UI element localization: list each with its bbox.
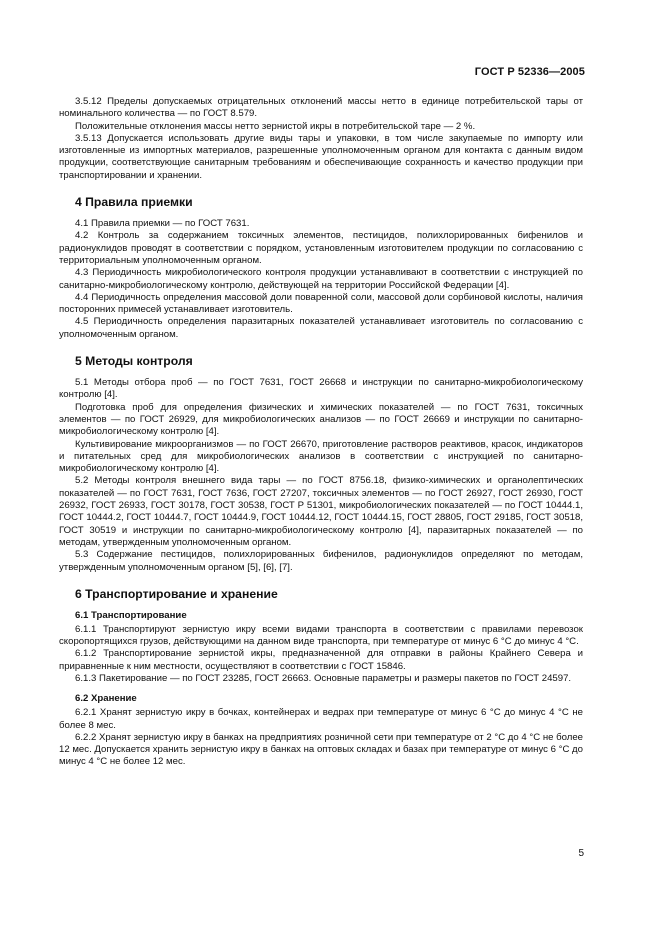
paragraph-6-1-3: 6.1.3 Пакетирование — по ГОСТ 23285, ГОСТ 26663. Основные параметры и размеры пакетов по ГОСТ 24597. — [75, 672, 572, 684]
paragraph-cultivation: Культивирование микроорганизмов — по ГОСТ 26670, приготовление растворов реактивов, красок, индикаторов и питательных сред для микробиологических анализов в соответствии с инструкцией по санитарно-микробиологическому контролю [4]. — [59, 438, 583, 475]
paragraph-positive-deviation: Положительные отклонения массы нетто зернистой икры в потребительской таре — 2 %. — [75, 120, 476, 132]
section-4-heading: 4 Правила приемки — [75, 195, 193, 210]
paragraph-sample-preparation: Подготовка проб для определения физических и химических показателей — по ГОСТ 7631, токсичных элементов — по ГОСТ 26929, для микробиологических анализов — по ГОСТ 26669 и инструкции по санитарно-микробиологическому контролю [4]. — [59, 401, 583, 438]
paragraph-6-1-1: 6.1.1 Транспортируют зернистую икру всеми видами транспорта в соответствии с правилами перевозок скоропортящихся грузов, действующими на данном виде транспорта, при температуре от минус 6 °С до минус 4 °С. — [59, 623, 583, 648]
paragraph-5-3: 5.3 Содержание пестицидов, полихлорированных бифенилов, радионуклидов определяют по методам, утвержденным уполномоченным органом [5], [6], [7]. — [59, 549, 583, 573]
paragraph-5-2: 5.2 Методы контроля внешнего вида тары — по ГОСТ 8756.18, физико-химических и органолептических показателей — по ГОСТ 7631, ГОСТ 7636, ГОСТ 27207, токсичных элементов — по ГОСТ 26927, ГОСТ 26930, ГОСТ 26932, ГОСТ 26933, ГОСТ 30178, ГОСТ 30538, ГОСТ Р 51301, микробиологических показателей — по ГОСТ 10444.1, ГОСТ 10444.2, ГОСТ 10444.7, ГОСТ 10444.9, ГОСТ 10444.12, ГОСТ 10444.15, ГОСТ 28805, ГОСТ 29185, ГОСТ 30518, ГОСТ 30519 и инструкции по санитарно-микробиологическому контролю [4], паразитарных показателей — по методам, утвержденным уполномоченным органом. — [59, 475, 583, 548]
paragraph-4-1: 4.1 Правила приемки — по ГОСТ 7631. — [75, 218, 250, 230]
paragraph-6-1-2: 6.1.2 Транспортирование зернистой икры, предназначенной для отправки в районы Крайнего Севера и приравненные к ним местности, осуществляют в соответствии с ГОСТ 15846. — [59, 648, 583, 672]
subsection-6-1-heading: 6.1 Транспортирование — [75, 609, 187, 621]
subsection-6-2-heading: 6.2 Хранение — [75, 693, 137, 705]
paragraph-4-2: 4.2 Контроль за содержанием токсичных элементов, пестицидов, полихлорированных бифенилов и радионуклидов проводят в соответствии с порядком, установленным изготовителем продукции по согласованию с территориальным уполномоченным органом. — [59, 230, 583, 266]
paragraph-4-5: 4.5 Периодичность определения паразитарных показателей устанавливает изготовитель по согласованию с уполномоченным органом. — [59, 316, 583, 340]
page-number: 5 — [578, 848, 584, 859]
paragraph-3-5-12: 3.5.12 Пределы допускаемых отрицательных отклонений массы нетто в единице потребительской тары от номинального количества — по ГОСТ 8.579. — [59, 96, 583, 120]
section-5-heading: 5 Методы контроля — [75, 354, 193, 369]
paragraph-4-3: 4.3 Периодичность микробиологического контроля продукции устанавливают в соответствии с инструкцией по санитарно-микробиологическому контролю, действующей на территории Российской Федерации [4]. — [59, 267, 583, 291]
paragraph-3-5-13: 3.5.13 Допускается использовать другие виды тары и упаковки, в том числе закупаемые по импорту или изготовленные из импортных материалов, разрешенные уполномоченным органом для контакта с данным видом продукции, соответствующие санитарным требованиям и обеспечивающие сохранность и качество продукции при транспортировании и хранении. — [59, 132, 583, 181]
paragraph-4-4: 4.4 Периодичность определения массовой доли поваренной соли, массовой доли сорбиновой кислоты, наличия посторонних примесей устанавливает изготовитель. — [59, 291, 583, 316]
paragraph-6-2-1: 6.2.1 Хранят зернистую икру в бочках, контейнерах и ведрах при температуре от минус 6 °С до минус 4 °С не более 8 мес. — [59, 707, 583, 731]
section-6-heading: 6 Транспортирование и хранение — [75, 586, 278, 601]
document-body — [59, 96, 583, 769]
paragraph-6-2-2: 6.2.2 Хранят зернистую икру в банках на предприятиях розничной сети при температуре от 2 °С до 4 °С не более 12 мес. Допускается хранить зернистую икру в банках на оптовых складах и базах при температуре от минус 6 °С до минус 4 °С не более 12 мес. — [59, 731, 584, 768]
document-header: ГОСТ Р 52336—2005 — [474, 66, 585, 78]
paragraph-5-1: 5.1 Методы отбора проб — по ГОСТ 7631, ГОСТ 26668 и инструкции по санитарно-микробиологическому контролю [4]. — [59, 377, 583, 401]
